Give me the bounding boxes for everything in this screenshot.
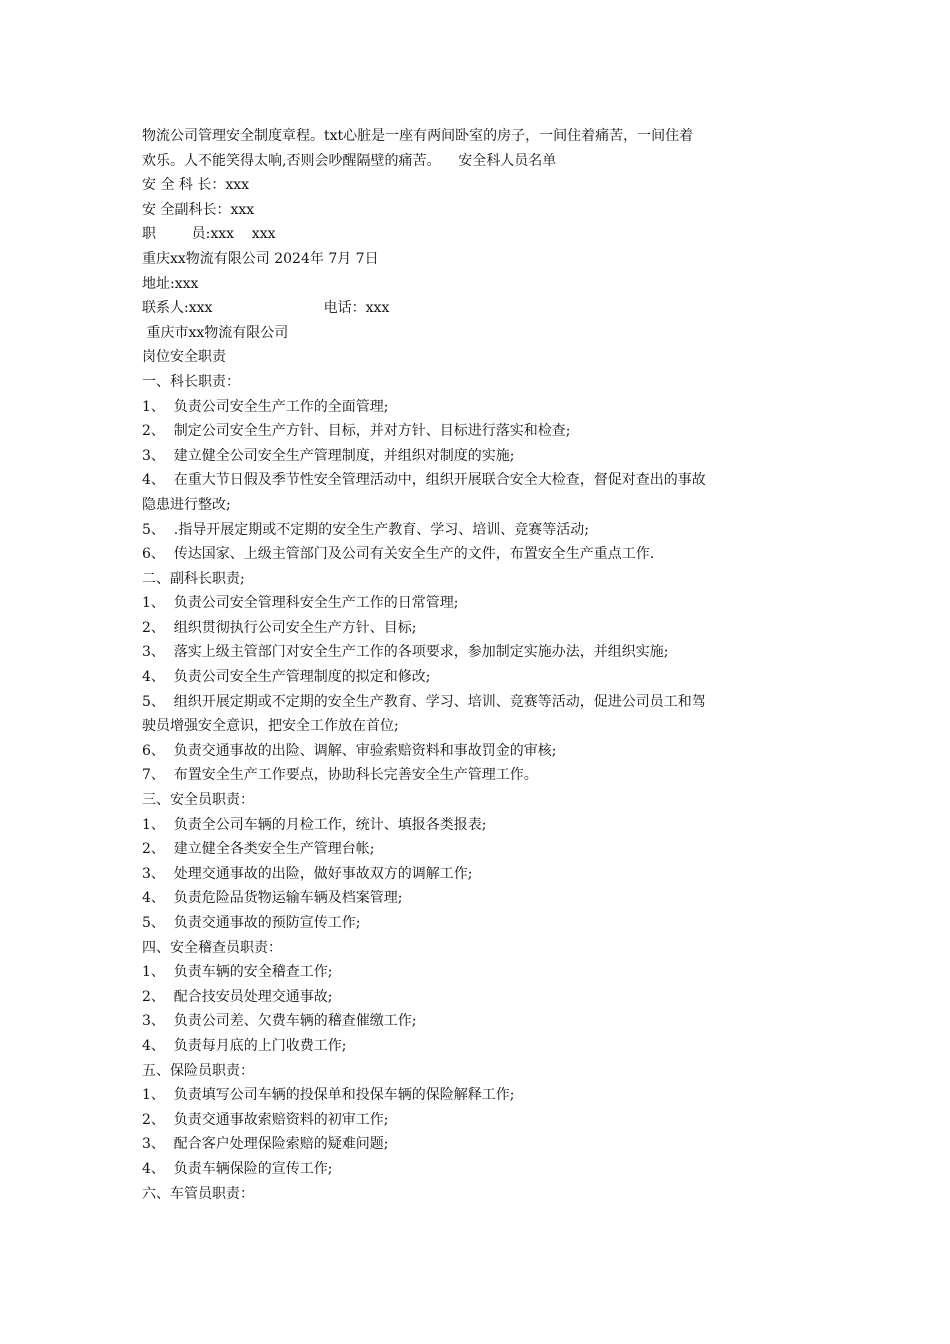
deputy-duty-7: 7、 布置安全生产工作要点，协助科长完善安全生产管理工作。	[142, 767, 538, 784]
chief-duty-3: 3、 建立健全公司安全生产管理制度，并组织对制度的实施;	[142, 447, 515, 464]
contact-phone: 联系人:xxx 电话：xxx	[142, 300, 390, 317]
section-heading-duties: 岗位安全职责	[142, 349, 226, 366]
company-name: 重庆市xx物流有限公司	[142, 324, 289, 341]
heading-vehicle-manager-duties: 六、车管员职责：	[142, 1185, 254, 1202]
document-body	[142, 124, 814, 1206]
insurance-duty-3: 3、 配合客户处理保险索赔的疑难问题;	[142, 1136, 389, 1153]
deputy-duty-6: 6、 负责交通事故的出险、调解、审验索赔资料和事故罚金的审核;	[142, 742, 557, 759]
deputy-duty-4: 4、 负责公司安全生产管理制度的拟定和修改;	[142, 669, 431, 686]
intro-line-2: 欢乐。人不能笑得太响,否则会吵醒隔壁的痛苦。 安全科人员名单	[142, 152, 557, 169]
insurance-duty-1: 1、 负责填写公司车辆的投保单和投保车辆的保险解释工作;	[142, 1087, 515, 1104]
staff-members: 职 员:xxx xxx	[142, 226, 276, 243]
safety-officer-duty-3: 3、 处理交通事故的出险，做好事故双方的调解工作;	[142, 865, 473, 882]
deputy-duty-1: 1、 负责公司安全管理科安全生产工作的日常管理;	[142, 595, 459, 612]
safety-officer-duty-5: 5、 负责交通事故的预防宣传工作;	[142, 915, 361, 931]
deputy-duty-3: 3、 落实上级主管部门对安全生产工作的各项要求，参加制定实施办法，并组织实施;	[142, 644, 669, 661]
inspector-duty-1: 1、 负责车辆的安全稽查工作;	[142, 964, 333, 981]
staff-section-chief: 安 全 科 长：xxx	[142, 177, 250, 194]
inspector-duty-4: 4、 负责每月底的上门收费工作;	[142, 1037, 347, 1054]
chief-duty-6: 6、 传达国家、上级主管部门及公司有关安全生产的文件，布置安全生产重点工作.	[142, 546, 655, 563]
inspector-duty-3: 3、 负责公司差、欠费车辆的稽查催缴工作;	[142, 1013, 417, 1030]
chief-duty-5: 5、 .指导开展定期或不定期的安全生产教育、学习、培训、竞赛等活动;	[142, 521, 589, 538]
chief-duty-2: 2、 制定公司安全生产方针、目标，并对方针、目标进行落实和检查;	[142, 423, 571, 440]
safety-officer-duty-4: 4、 负责危险品货物运输车辆及档案管理;	[142, 890, 403, 907]
deputy-duty-5: 5、 组织开展定期或不定期的安全生产教育、学习、培训、竞赛等活动，促进公司员工和驾	[142, 693, 706, 710]
heading-chief-duties: 一、科长职责：	[142, 373, 240, 390]
heading-safety-officer-duties: 三、安全员职责：	[142, 792, 254, 809]
insurance-duty-2: 2、 负责交通事故索赔资料的初审工作;	[142, 1111, 389, 1128]
heading-insurance-duties: 五、保险员职责：	[142, 1062, 254, 1079]
company-address: 地址:xxx	[142, 275, 199, 292]
chief-duty-4: 4、 在重大节日假及季节性安全管理活动中，组织开展联合安全大检查，督促对查出的事故	[142, 472, 706, 489]
deputy-duty-2: 2、 组织贯彻执行公司安全生产方针、目标;	[142, 619, 417, 636]
safety-officer-duty-1: 1、 负责全公司车辆的月检工作，统计、填报各类报表;	[142, 816, 487, 833]
company-date: 重庆xx物流有限公司 2024年 7月 7日	[142, 250, 379, 267]
heading-deputy-duties: 二、副科长职责;	[142, 570, 245, 587]
deputy-duty-5-cont: 驶员增强安全意识，把安全工作放在首位;	[142, 718, 399, 735]
chief-duty-4-cont: 隐患进行整改;	[142, 496, 231, 513]
intro-line-1: 物流公司管理安全制度章程。txt心脏是一座有两间卧室的房子，一间住着痛苦，一间住着	[142, 128, 694, 144]
heading-inspector-duties: 四、安全稽查员职责：	[142, 939, 282, 956]
insurance-duty-4: 4、 负责车辆保险的宣传工作;	[142, 1160, 333, 1177]
chief-duty-1: 1、 负责公司安全生产工作的全面管理;	[142, 398, 389, 415]
safety-officer-duty-2: 2、 建立健全各类安全生产管理台帐;	[142, 841, 375, 858]
staff-deputy-chief: 安 全副科长：xxx	[142, 201, 255, 218]
inspector-duty-2: 2、 配合技安员处理交通事故;	[142, 988, 333, 1005]
